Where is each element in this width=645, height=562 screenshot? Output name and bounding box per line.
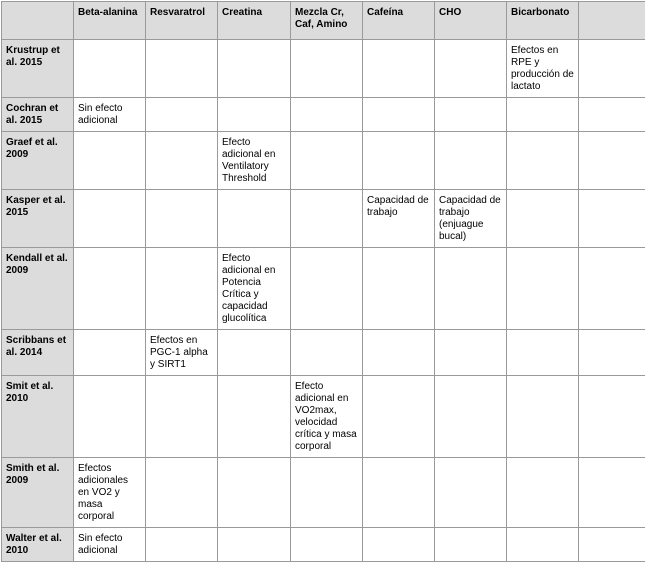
table-row (2, 528, 645, 562)
table-cell (218, 330, 291, 376)
row-header-study: Kendall et al. 2009 (2, 248, 74, 330)
table-cell (435, 248, 507, 330)
row-header-study: Graef et al. 2009 (2, 132, 74, 190)
table-cell (291, 98, 363, 132)
table-cell (74, 248, 146, 330)
table-cell (435, 458, 507, 528)
table-cell (363, 376, 435, 458)
table-cell (146, 248, 218, 330)
table-cell (579, 528, 645, 562)
table-row (2, 40, 645, 98)
header-cell-bicarbonato: Bicarbonato (507, 2, 579, 40)
table-cell (146, 132, 218, 190)
table-cell (435, 40, 507, 98)
header-cell-creatina: Creatina (218, 2, 291, 40)
table-row (2, 190, 645, 248)
table-cell (507, 190, 579, 248)
table-cell (435, 376, 507, 458)
table-header (2, 2, 645, 40)
table-row (2, 458, 645, 528)
table-row (2, 98, 645, 132)
header-cell-resvaratrol: Resvaratrol (146, 2, 218, 40)
header-row (2, 2, 645, 40)
table-cell (579, 40, 645, 98)
header-cell-cho: CHO (435, 2, 507, 40)
table-cell (291, 40, 363, 98)
table-cell (579, 132, 645, 190)
table-cell (507, 330, 579, 376)
table-row (2, 132, 645, 190)
header-cell-corner (2, 2, 74, 40)
row-header-study: Walter et al. 2010 (2, 528, 74, 562)
table-cell (146, 528, 218, 562)
header-cell-cafeina: Cafeína (363, 2, 435, 40)
table-cell (579, 376, 645, 458)
table-cell (218, 458, 291, 528)
table-cell (74, 330, 146, 376)
table-cell (146, 458, 218, 528)
table-row (2, 376, 645, 458)
table-cell: Efectos adicionales en VO2 y masa corporal (74, 458, 146, 528)
row-header-study: Smith et al. 2009 (2, 458, 74, 528)
table-cell (507, 458, 579, 528)
row-header-study: Smit et al. 2010 (2, 376, 74, 458)
table-cell (74, 40, 146, 98)
table-cell (291, 458, 363, 528)
table-cell (291, 248, 363, 330)
table-cell (507, 376, 579, 458)
header-cell-empty (579, 2, 645, 40)
row-header-study: Scribbans et al. 2014 (2, 330, 74, 376)
table-cell (291, 132, 363, 190)
table-cell (507, 98, 579, 132)
table-cell: Capacidad de trabajo (enjuague bucal) (435, 190, 507, 248)
table-cell (74, 376, 146, 458)
table-cell (579, 98, 645, 132)
table-cell: Efecto adicional en Ventilatory Threshold (218, 132, 291, 190)
table-cell (74, 190, 146, 248)
table-cell (291, 190, 363, 248)
table-cell (146, 190, 218, 248)
table-cell (74, 132, 146, 190)
table-row (2, 330, 645, 376)
supplement-studies-table (1, 1, 645, 562)
table-cell (579, 248, 645, 330)
table-cell (363, 40, 435, 98)
row-header-study: Cochran et al. 2015 (2, 98, 74, 132)
row-header-study: Kasper et al. 2015 (2, 190, 74, 248)
table-cell (146, 98, 218, 132)
table-cell (579, 458, 645, 528)
table-cell (218, 98, 291, 132)
table-cell (363, 132, 435, 190)
table-cell (435, 330, 507, 376)
table-cell (291, 330, 363, 376)
table-cell (435, 528, 507, 562)
table-cell (507, 528, 579, 562)
table-cell: Capacidad de trabajo (363, 190, 435, 248)
table-cell (218, 40, 291, 98)
header-cell-beta-alanina: Beta-alanina (74, 2, 146, 40)
table-cell (363, 330, 435, 376)
table-cell: Sin efecto adicional (74, 528, 146, 562)
table-cell (435, 98, 507, 132)
table-cell (507, 248, 579, 330)
table-cell: Efecto adicional en VO2max, velocidad crítica y masa corporal (291, 376, 363, 458)
table-cell: Efectos en RPE y producción de lactato (507, 40, 579, 98)
header-cell-mezcla: Mezcla Cr, Caf, Amino (291, 2, 363, 40)
table-cell (579, 330, 645, 376)
table-row (2, 248, 645, 330)
table-cell (218, 528, 291, 562)
table-cell (363, 458, 435, 528)
table-cell (291, 528, 363, 562)
table-body (2, 40, 645, 562)
table-cell: Efecto adicional en Potencia Crítica y capacidad glucolítica (218, 248, 291, 330)
table-cell (363, 528, 435, 562)
table-cell (218, 376, 291, 458)
table-cell (507, 132, 579, 190)
table-cell (363, 248, 435, 330)
table-cell (146, 376, 218, 458)
table-cell (579, 190, 645, 248)
table-cell (363, 98, 435, 132)
row-header-study: Krustrup et al. 2015 (2, 40, 74, 98)
table-cell: Sin efecto adicional (74, 98, 146, 132)
table-cell (435, 132, 507, 190)
table-cell: Efectos en PGC-1 alpha y SIRT1 (146, 330, 218, 376)
table-cell (218, 190, 291, 248)
table-cell (146, 40, 218, 98)
